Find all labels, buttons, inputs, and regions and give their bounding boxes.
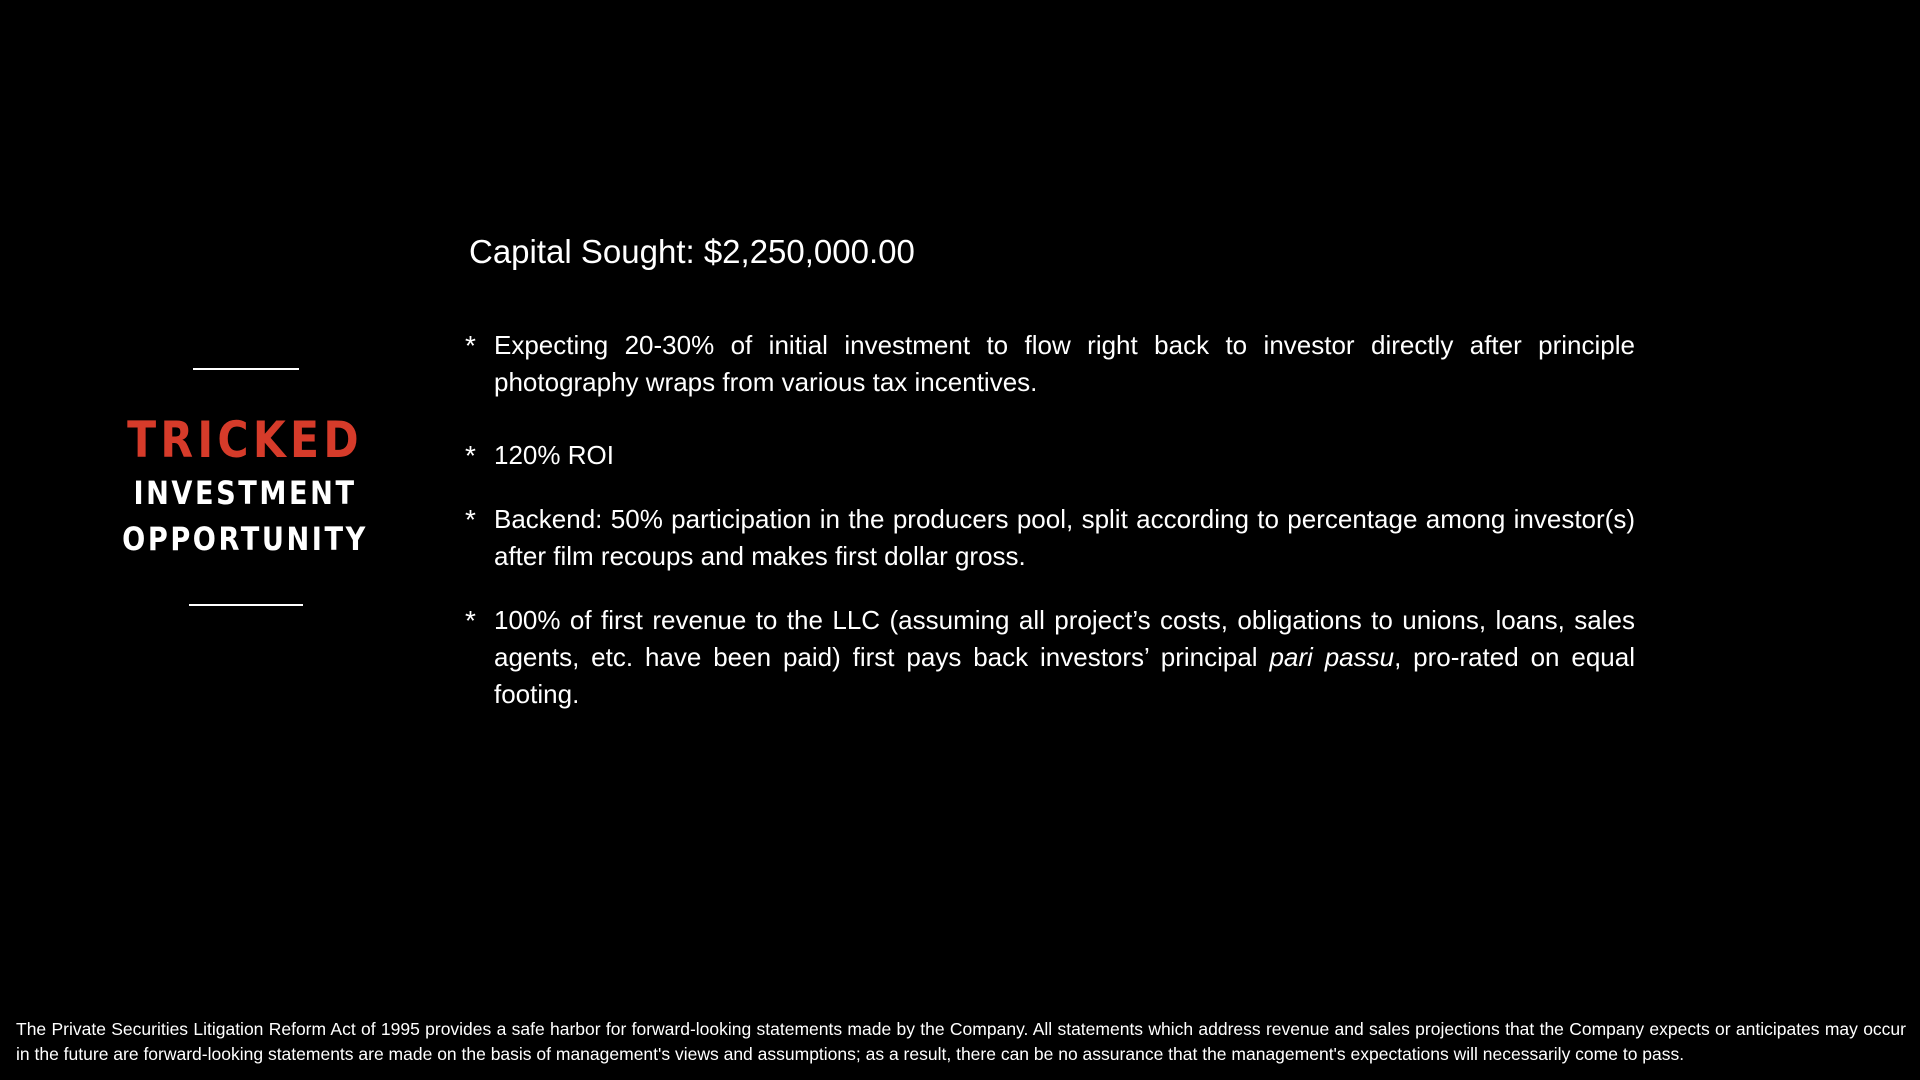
- title-line-opportunity: OPPORTUNITY: [122, 520, 368, 558]
- bullet-text: 120% ROI: [494, 440, 614, 470]
- brand-title: TRICKED: [127, 411, 363, 469]
- title-top-divider: [193, 368, 299, 370]
- bullet-backend: [465, 501, 1635, 575]
- title-bottom-divider: [189, 604, 303, 606]
- title-block: [100, 410, 390, 562]
- bullet-roi: [465, 437, 1635, 474]
- bullet-first-revenue: [465, 602, 1635, 713]
- bullet-tax-incentives: [465, 327, 1635, 401]
- bullet-marker: *: [465, 440, 476, 471]
- bullet-text-end: , pro-rated on equal footing.: [494, 642, 1635, 709]
- bullet-text-italic: pari passu: [1269, 642, 1395, 672]
- bullet-text-start: 100% of first revenue to the LLC (assuming all project’s costs, obligations to unions, loans, sales agents, etc. have been paid) first pays back investors’ principal: [494, 605, 1635, 672]
- legal-disclaimer: The Private Securities Litigation Reform Act of 1995 provides a safe harbor for forward-looking statements made by the Company. All statements which address revenue and sales projections that the Company expects or anticipates may occur in the future are forward-looking statements are made on the basis of management's views and assumptions; as a result, there can be no assurance that the management's expectations will necessarily come to pass.: [16, 1019, 1906, 1064]
- bullet-list: [465, 327, 1635, 713]
- title-line-investment: INVESTMENT: [133, 474, 357, 512]
- bullet-marker: *: [465, 330, 476, 361]
- bullet-marker: *: [465, 504, 476, 535]
- bullet-marker: *: [465, 605, 476, 636]
- capital-sought-heading: Capital Sought: $2,250,000.00: [469, 233, 915, 270]
- bullet-text: Expecting 20-30% of initial investment to flow right back to investor directly after principle photography wraps from various tax incentives.: [494, 330, 1635, 397]
- bullet-text: Backend: 50% participation in the producers pool, split according to percentage among investor(s) after film recoups and makes first dollar gross.: [494, 504, 1635, 571]
